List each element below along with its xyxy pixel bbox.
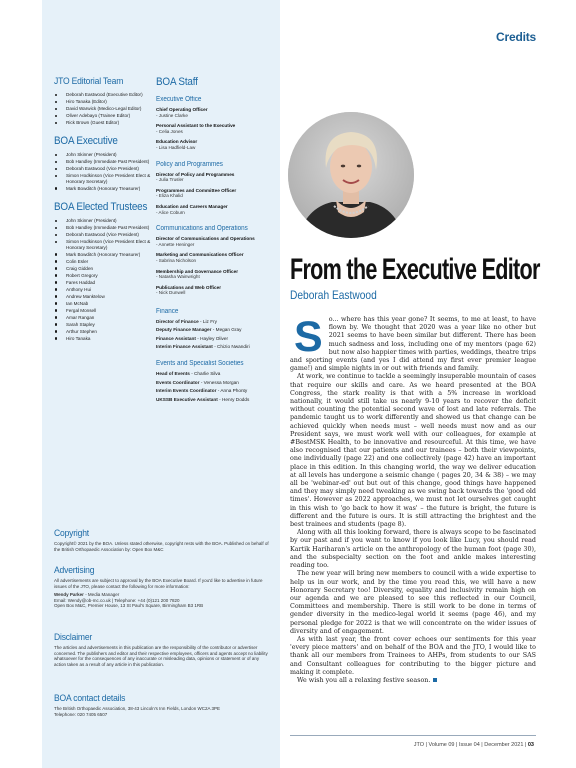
list-item: Fergal Monsell — [54, 308, 158, 313]
staff-role: Director of Communications and Operations - Annette Heninger — [156, 236, 255, 247]
list-item: Hiro Tanaka (Editor) — [54, 99, 158, 104]
staff-role: Marketing and Communications Officer - Sabrina Nicholson — [156, 252, 244, 263]
copyright-section — [54, 528, 270, 552]
copyright-heading: Copyright — [54, 528, 89, 539]
list-item: Mark Bowditch (Honorary Treasurer) — [54, 252, 158, 257]
list-item: Rick Brown (Guest Editor) — [54, 120, 158, 125]
boa-staff-heading: BOA Staff — [156, 76, 198, 88]
staff-role: UKSSB Executive Assistant - Henry Dodds — [156, 396, 250, 402]
staff-role: Programmes and Committee Officer - Eliza Khalid — [156, 187, 237, 199]
list-item: Oliver Adebayo (Trainee Editor) — [54, 113, 158, 118]
article-title: From the Executive Editor — [290, 253, 540, 286]
boa-exec-list — [54, 152, 158, 191]
square-end-icon — [433, 678, 437, 682]
comms-heading: Communications and Operations — [156, 225, 248, 233]
article-paragraph: Along with all this looking forward, there is always scope to be fascinated by our past and if you want to know if you look like Lucy, you should read Kartik Hariharan's article on the anthropology of the human foot (page 30), and the subspecialty section on the foot and ankle makes interesting reading too. — [290, 529, 536, 570]
advertising-section — [54, 565, 270, 609]
page-number: 03 — [527, 742, 534, 748]
staff-role: Head of Events - Charlie Silva — [156, 371, 221, 377]
finance-heading: Finance — [156, 307, 179, 315]
list-item: Sarah Stapley — [54, 322, 158, 327]
staff-role: Director of Policy and Programmes - Julia Trusler — [156, 171, 235, 183]
list-item: Simon Hodkinson (Vice President Elect & Honorary Secretary) — [54, 173, 158, 184]
finance-roles — [156, 319, 274, 351]
author-portrait — [288, 112, 414, 238]
list-item: John Skinner (President) — [54, 152, 158, 157]
article-paragraph: We wish you all a relaxing festive season. — [290, 677, 536, 685]
staff-role: Personal Assistant to the Executive - Celia Jones — [156, 123, 236, 134]
list-item: Deborah Eastwood (Executive Editor) — [54, 92, 158, 97]
article-paragraph: As with last year, the front cover echoes our sentiments for this year 'every piece matters' and on behalf of the BOA and the JTO, I would like to thank all our members from Trainees to AHPs, from students to our SAS and Consultant colleagues for contributing to the bigger picture and making it complete. — [290, 635, 536, 676]
staff-role: Director of Finance - Liz Fry — [156, 318, 217, 324]
jto-team-heading: JTO Editorial Team — [54, 76, 124, 87]
exec-office-heading: Executive Office — [156, 96, 202, 103]
drop-cap: S — [294, 313, 323, 361]
boa-trustees-list — [54, 218, 158, 341]
advertising-address: Open Box M&C, Premier House, 13 St Paul's Square, Birmingham B3 1RB — [54, 603, 204, 609]
portrait-illustration — [288, 112, 414, 238]
list-item: Arthur Stephen — [54, 329, 158, 334]
footer-rule — [290, 735, 536, 736]
article-paragraph: The new year will bring new members to council with a wide expertise to help us in our work, and by the time you read this, we will have a new Honorary Secretary too! Diversity, equality and inclusivity remain high on our agenda and we are pleased to see this reflected in our Council, Committees and membership. There is still work to be done in terms of gender diversity in the medico-legal world it seems (page 46), and my personal pledge for 2022 is that we will concentrate on the wider issues of diversity and of engagement. — [290, 570, 536, 635]
staff-role: Membership and Governance Officer - Natasha Wainwright — [156, 268, 239, 280]
list-item: Andrew Manktelow — [54, 294, 158, 299]
contact-section — [54, 693, 270, 717]
list-item: Colin Esler — [54, 259, 158, 264]
list-item: Hiro Tanaka — [54, 336, 158, 341]
staff-role: Education and Careers Manager - Alice Coburn — [156, 203, 228, 215]
list-item: Craig Gidden — [54, 266, 158, 271]
list-item: Fares Haddad — [54, 280, 158, 285]
policy-heading: Policy and Programmes — [156, 160, 223, 168]
staff-role: Deputy Finance Manager - Megan Gray — [156, 327, 242, 333]
list-item: Ian McNab — [54, 301, 158, 306]
page-footer: JTO | Volume 09 | Issue 04 | December 2021 | 03 — [413, 742, 534, 748]
list-item: Bob Handley (Immediate Past President) — [54, 159, 158, 164]
contact-phone: Telephone: 020 7405 6507 — [54, 711, 108, 717]
article-paragraph: At work, we continue to tackle a seemingly insuperable mountain of cases that require our skills and care. As we heard presented at the BOA Congress, the stark reality is that with a 5% increase in workload nationally, it would still take us nearly 9-10 years to recover the deficit without counting the potential second wave of lost and late referrals. The pandemic taught us to work differently and showed us that change can be achieved quickly when needs must – well needs must now and as our President says, we must work well with our colleagues, for example at #BestMSK Health, to be innovative and resourceful. At this time, we have also recognised that our patients and our trainees – both their viewpoints, one individually (page 22) and one collectively (page 42) have an important place in this edition. In this changing world, the way we deliver education at all levels has undergone a seismic change ( pages 20, 34 & 38) – we may all be 'webinar-ed' out but out of this change, good things have happened and they may simply need tweaking as we swing back towards the 'good old times'. However as 2022 approaches, we must not let ourselves get caught in this wish to 'go back to how it was' – the future is bright, the future is different and the future is ours. It is still attracting the brightest and the best trainees and students (page 8). — [290, 373, 536, 529]
comms-roles — [156, 236, 274, 296]
list-item: Anthony Hui — [54, 287, 158, 292]
contact-address: The British Orthopaedic Association, 38-43 Lincoln's Inn Fields, London WC2A 3PE — [54, 706, 220, 711]
advertising-contact: Wendy Parker - Media Manager — [54, 592, 120, 598]
list-item: Mark Bowditch (Honorary Treasurer) — [54, 186, 158, 191]
list-item: Deborah Eastwood (Vice President) — [54, 166, 158, 171]
list-item: John Skinner (President) — [54, 218, 158, 223]
advertising-intro: All advertisements are subject to approval by the BOA Executive Board. If you'd like to advertise in future issues of the JTO, please contact the following for more information: — [54, 578, 263, 589]
list-item: Amar Rangan — [54, 315, 158, 320]
list-item: Simon Hodkinson (Vice President Elect & Honorary Secretary) — [54, 239, 158, 250]
disclaimer-heading: Disclaimer — [54, 632, 93, 643]
staff-role: Education Advisor - Lisa Hadfield-Law — [156, 139, 198, 150]
article-paragraph: So... where has this year gone? It seems, to me at least, to have flown by. We thought that 2020 was a year like no other but 2021 seems to have been similar but different. There has been much sadness and loss, including one of my mentors (page 62) but now also happier times with parties, weddings, theatre trips and sporting events (and yes I did attend my first ever premier league game!) and simple nights in or out with friends and family. — [290, 313, 536, 373]
boa-exec-heading: BOA Executive — [54, 135, 118, 148]
staff-role: Chief Operating Officer - Justine Clarke — [156, 107, 208, 118]
boa-staff-column — [156, 76, 274, 411]
contact-heading: BOA contact details — [54, 693, 126, 704]
boa-trustees-heading: BOA Elected Trustees — [54, 201, 148, 214]
jto-team-list — [54, 92, 158, 125]
article-author: Deborah Eastwood — [290, 288, 377, 302]
copyright-text: Copyright© 2021 by the BOA. Unless stated otherwise, copyright rests with the BOA. Published on behalf of the British Orthopaedic Association by: Open Box M&C — [54, 541, 269, 552]
section-label: Credits — [496, 30, 536, 44]
staff-role: Finance Assistant - Hayley Oliver — [156, 335, 228, 341]
exec-office-roles — [156, 107, 274, 151]
left-credits-column — [54, 76, 158, 351]
list-item: David Warwick (Medico-Legal Editor) — [54, 106, 158, 111]
events-heading: Events and Specialist Societies — [156, 360, 244, 368]
staff-role: Events Coordinator - Venessa Morgan — [156, 379, 239, 385]
policy-roles — [156, 172, 274, 216]
article-body — [290, 313, 536, 685]
list-item: Bob Handley (Immediate Past President) — [54, 225, 158, 230]
advertising-contact-line: Email: Wendy@ob-mc.co.uk | Telephone: +44 (0)121 200 7820 — [54, 597, 180, 603]
disclaimer-text: The articles and advertisements in this publication are the responsibility of the contributor or advertiser concerned. The publishers and editor and their respective employees, officers and agents accept no liability whatsoever for the consequences of any inaccurate or misleading data, opinions or statement or of any action taken as a result of any article in this publication. — [54, 645, 268, 667]
staff-role: Publications and Web Officer - Nick Dunwell — [156, 284, 222, 296]
events-roles — [156, 371, 274, 403]
disclaimer-section — [54, 632, 270, 667]
advertising-heading: Advertising — [54, 565, 95, 576]
list-item: Deborah Eastwood (Vice President) — [54, 232, 158, 237]
staff-role: Interim Events Coordinator - Anna Phonty — [156, 388, 248, 394]
list-item: Robert Gregory — [54, 273, 158, 278]
staff-role: Interim Finance Assistant - Chizio Nwandiri — [156, 344, 250, 350]
